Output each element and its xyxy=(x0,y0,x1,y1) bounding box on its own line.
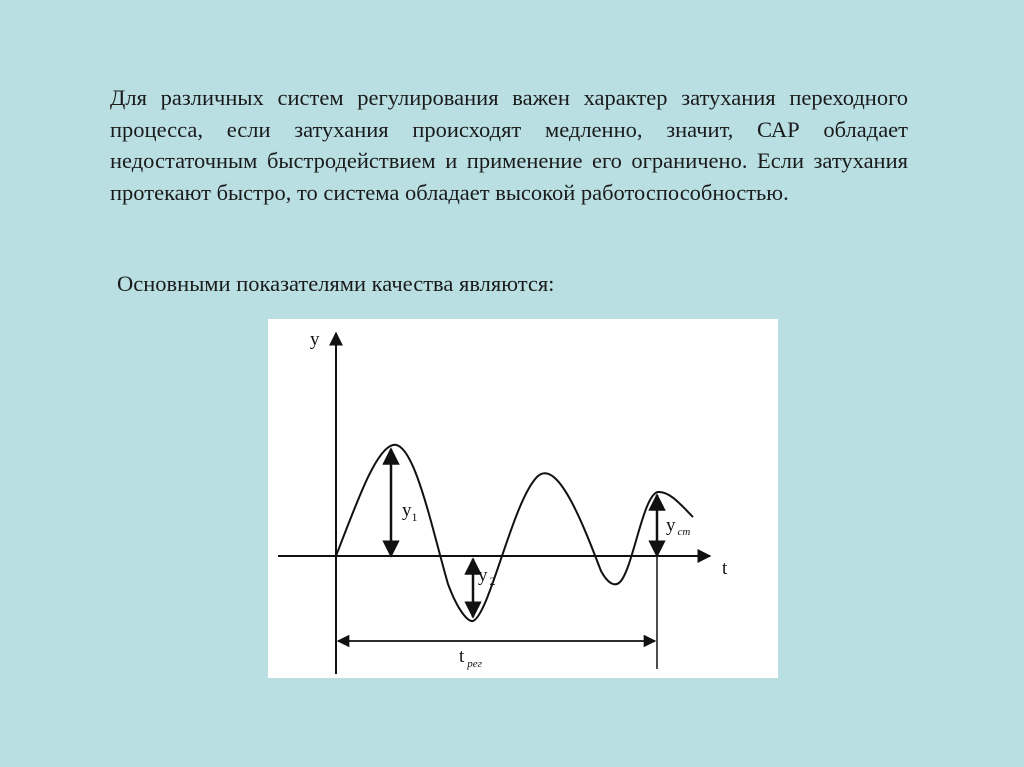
y2-label: y $_2$ xyxy=(478,565,496,588)
t-axis-label: t xyxy=(722,558,728,579)
diagram-canvas xyxy=(268,319,778,678)
description-paragraph: Для различных систем регулирования важен характер затухания переходного процесса, если затухания происходят медленно, значит, САР обладает недостаточным быстродействием и применение его ограничено. Если затухания протекают быстро, то система обладает высокой работоспособностью. xyxy=(110,85,908,205)
y-axis-label: y xyxy=(310,329,320,350)
y1-label: $y_1$ xyxy=(402,500,418,524)
y-steady-label: y $_{ст}$ xyxy=(666,515,691,538)
settling-time-label: t $_{рег}$ xyxy=(459,646,482,670)
transient-process-diagram xyxy=(268,319,778,678)
quality-indicators-heading: Основными показателями качества являются: xyxy=(117,271,555,296)
transient-response-curve xyxy=(336,445,693,621)
